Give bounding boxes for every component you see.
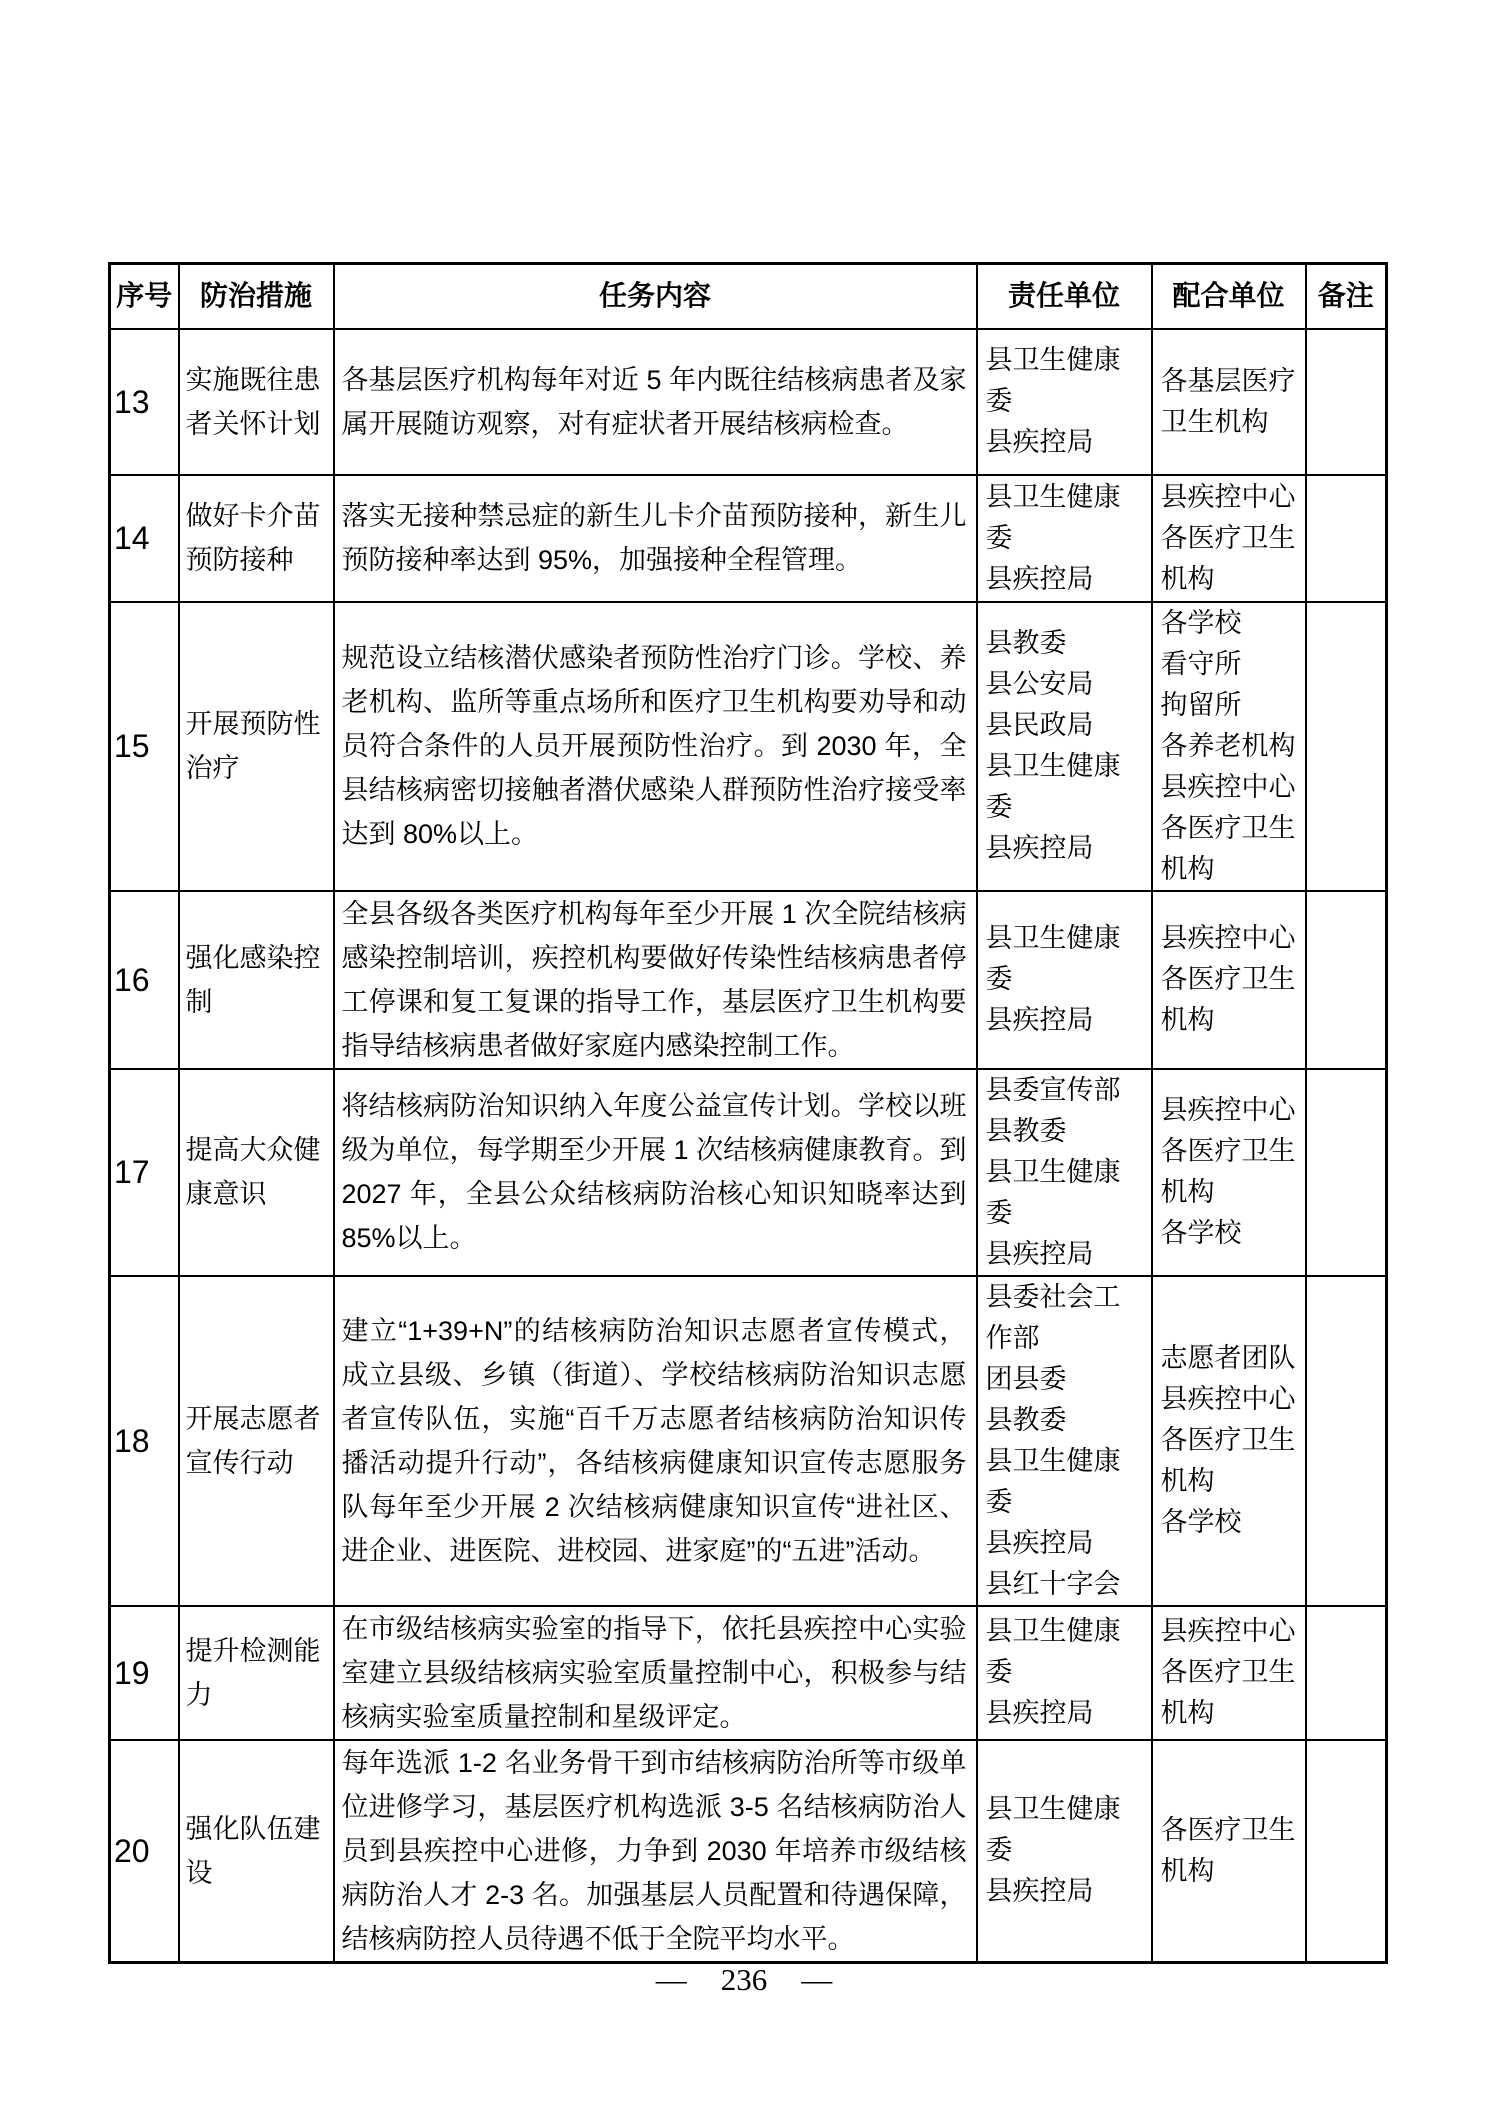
task-cell: 全县各级各类医疗机构每年至少开展 1 次全院结核病感染控制培训，疾控机构要做好传染性结核病患者停工停课和复工复课的指导工作，基层医疗卫生机构要指导结核病患者做好家庭内感染控制工作。	[334, 891, 977, 1069]
table-body	[110, 329, 1387, 1963]
cooperating-unit-cell	[1152, 1606, 1306, 1740]
org-item: 县卫生健康委	[985, 1794, 1121, 1865]
org-item: 县疾控中心	[1160, 771, 1296, 802]
measure-cell: 开展预防性治疗	[179, 602, 334, 891]
footer-dash-left: —	[655, 1962, 687, 1997]
org-item: 县教委	[985, 1115, 1067, 1146]
org-item: 县疾控局	[985, 1698, 1094, 1728]
row-number-cell: 20	[110, 1740, 179, 1963]
table-row	[110, 475, 1387, 602]
org-item: 县疾控局	[985, 427, 1094, 457]
org-item: 县疾控中心	[1160, 923, 1296, 953]
org-item: 县委宣传部	[985, 1074, 1121, 1105]
org-item: 县疾控中心	[1160, 1095, 1296, 1125]
org-item: 县卫生健康委	[985, 345, 1121, 416]
org-item: 各养老机构	[1160, 730, 1296, 761]
org-item: 县卫生健康委	[985, 923, 1121, 994]
org-item: 县疾控局	[985, 1238, 1094, 1269]
task-cell: 在市级结核病实验室的指导下，依托县疾控中心实验室建立县级结核病实验室质量控制中心，积极参与结核病实验室质量控制和星级评定。	[334, 1606, 977, 1740]
org-item: 县疾控中心	[1160, 1616, 1296, 1646]
org-item: 县疾控局	[985, 833, 1094, 863]
task-cell: 规范设立结核潜伏感染者预防性治疗门诊。学校、养老机构、监所等重点场所和医疗卫生机构要劝导和动员符合条件的人员开展预防性治疗。到 2030 年，全县结核病密切接触者潜伏感染人群预防性治疗接受率达到 80%以上。	[334, 602, 977, 891]
column-header-5: 备注	[1306, 264, 1387, 329]
org-item: 县卫生健康委	[985, 1445, 1121, 1517]
org-item: 县疾控局	[985, 1527, 1094, 1558]
org-item: 县疾控局	[985, 1005, 1094, 1035]
responsible-unit-cell	[977, 1276, 1152, 1606]
row-number-cell: 19	[110, 1606, 179, 1740]
cooperating-unit-cell	[1152, 891, 1306, 1069]
measure-cell: 实施既往患者关怀计划	[179, 329, 334, 475]
remark-cell	[1306, 891, 1387, 1069]
cooperating-unit-cell	[1152, 1276, 1306, 1606]
cooperating-unit-cell	[1152, 475, 1306, 602]
table-row	[110, 1069, 1387, 1276]
row-number-cell: 13	[110, 329, 179, 475]
org-item: 各医疗卫生机构	[1160, 1425, 1296, 1496]
table-row	[110, 329, 1387, 475]
measure-cell: 做好卡介苗预防接种	[179, 475, 334, 602]
responsible-unit-cell	[977, 475, 1152, 602]
remark-cell	[1306, 1069, 1387, 1276]
org-item: 县教委	[985, 1404, 1067, 1435]
org-item: 县红十字会	[985, 1568, 1121, 1599]
column-header-0: 序号	[110, 264, 179, 329]
task-cell: 落实无接种禁忌症的新生儿卡介苗预防接种，新生儿预防接种率达到 95%，加强接种全程管理。	[334, 475, 977, 602]
page-footer	[0, 1962, 1488, 1998]
org-item: 各学校	[1160, 1507, 1242, 1537]
org-item: 县卫生健康委	[985, 751, 1121, 822]
row-number-cell: 18	[110, 1276, 179, 1606]
page-number: 236	[720, 1962, 768, 1997]
org-item: 县卫生健康委	[985, 481, 1121, 553]
measure-cell: 提升检测能力	[179, 1606, 334, 1740]
measure-cell: 强化队伍建设	[179, 1740, 334, 1963]
column-header-3: 责任单位	[977, 264, 1152, 329]
remark-cell	[1306, 1606, 1387, 1740]
row-number-cell: 15	[110, 602, 179, 891]
org-item: 县卫生健康委	[985, 1156, 1121, 1228]
org-item: 县卫生健康委	[985, 1616, 1121, 1687]
org-item: 县民政局	[985, 710, 1094, 740]
remark-cell	[1306, 1276, 1387, 1606]
org-item: 县委社会工作部	[985, 1281, 1121, 1353]
column-header-4: 配合单位	[1152, 264, 1306, 329]
org-item: 各医疗卫生机构	[1160, 812, 1296, 884]
org-item: 看守所	[1160, 648, 1242, 679]
org-item: 县疾控中心	[1160, 481, 1296, 512]
org-item: 县疾控中心	[1160, 1384, 1296, 1414]
cooperating-unit-cell	[1152, 1740, 1306, 1963]
responsible-unit-cell	[977, 329, 1152, 475]
remark-cell	[1306, 329, 1387, 475]
org-item: 各医疗卫生机构	[1160, 1657, 1296, 1728]
cooperating-unit-cell	[1152, 602, 1306, 891]
task-cell: 各基层医疗机构每年对近 5 年内既往结核病患者及家属开展随访观察，对有症状者开展结核病检查。	[334, 329, 977, 475]
org-item: 各学校	[1160, 1218, 1242, 1248]
org-item: 各医疗卫生机构	[1160, 522, 1296, 594]
org-item: 团县委	[985, 1363, 1067, 1394]
table-row	[110, 891, 1387, 1069]
cooperating-unit-cell	[1152, 1069, 1306, 1276]
footer-dash-right: —	[801, 1962, 833, 1997]
row-number-cell: 16	[110, 891, 179, 1069]
remark-cell	[1306, 602, 1387, 891]
remark-cell	[1306, 475, 1387, 602]
remark-cell	[1306, 1740, 1387, 1963]
responsible-unit-cell	[977, 1069, 1152, 1276]
table-row	[110, 1606, 1387, 1740]
org-item: 各基层医疗卫生机构	[1160, 365, 1296, 437]
task-cell: 将结核病防治知识纳入年度公益宣传计划。学校以班级为单位，每学期至少开展 1 次结核病健康教育。到 2027 年，全县公众结核病防治核心知识知晓率达到 85%以上。	[334, 1069, 977, 1276]
task-cell: 建立“1+39+N”的结核病防治知识志愿者宣传模式，成立县级、乡镇（街道）、学校结核病防治知识志愿者宣传队伍，实施“百千万志愿者结核病防治知识传播活动提升行动”，各结核病健康知识宣传志愿服务队每年至少开展 2 次结核病健康知识宣传“进社区、进企业、进医院、进校园、进家庭”的“五进”活动。	[334, 1276, 977, 1606]
table-header-row	[110, 264, 1387, 329]
responsible-unit-cell	[977, 1740, 1152, 1963]
responsible-unit-cell	[977, 602, 1152, 891]
row-number-cell: 14	[110, 475, 179, 602]
table-row	[110, 1276, 1387, 1606]
org-item: 各医疗卫生机构	[1160, 1136, 1296, 1207]
org-item: 拘留所	[1160, 689, 1242, 720]
org-item: 县疾控局	[985, 1876, 1094, 1906]
responsible-unit-cell	[977, 1606, 1152, 1740]
org-item: 各医疗卫生机构	[1160, 1814, 1296, 1886]
row-number-cell: 17	[110, 1069, 179, 1276]
measure-cell: 开展志愿者宣传行动	[179, 1276, 334, 1606]
prevention-measures-table	[108, 262, 1388, 1964]
org-item: 各学校	[1160, 607, 1242, 638]
org-item: 县教委	[985, 628, 1067, 658]
org-item: 县疾控局	[985, 563, 1094, 594]
org-item: 县公安局	[985, 669, 1094, 699]
measure-cell: 强化感染控制	[179, 891, 334, 1069]
cooperating-unit-cell	[1152, 329, 1306, 475]
table-row	[110, 1740, 1387, 1963]
column-header-1: 防治措施	[179, 264, 334, 329]
org-item: 各医疗卫生机构	[1160, 964, 1296, 1035]
column-header-2: 任务内容	[334, 264, 977, 329]
org-item: 志愿者团队	[1160, 1343, 1296, 1373]
responsible-unit-cell	[977, 891, 1152, 1069]
table-row	[110, 602, 1387, 891]
task-cell: 每年选派 1-2 名业务骨干到市结核病防治所等市级单位进修学习，基层医疗机构选派 3-5 名结核病防治人员到县疾控中心进修，力争到 2030 年培养市级结核病防治人才 2-3 名。加强基层人员配置和待遇保障，结核病防控人员待遇不低于全院平均水平。	[334, 1740, 977, 1963]
measure-cell: 提高大众健康意识	[179, 1069, 334, 1276]
